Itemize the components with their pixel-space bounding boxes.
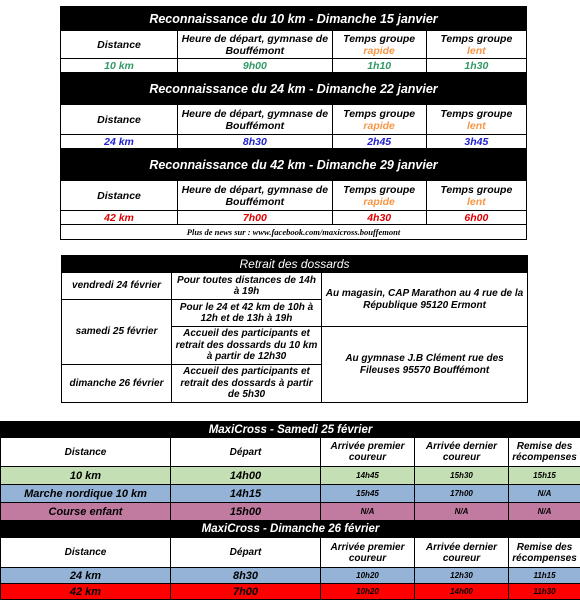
- retrait-hours: Pour le 24 et 42 km de 10h à 12h et de 13h à 19h: [172, 300, 322, 327]
- col-rapide-label: Temps groupe: [343, 108, 415, 120]
- col-depart: Heure de départ, gymnase de Bouffémont: [178, 31, 333, 59]
- row-remise: 15h15: [509, 467, 580, 485]
- col-dernier: Arrivée dernier coureur: [415, 538, 509, 568]
- col-rapide-sub: rapide: [363, 120, 395, 132]
- dimanche-title: MaxiCross - Dimanche 26 février: [1, 521, 580, 538]
- row-remise: 11h30: [509, 584, 580, 600]
- distance-value: 10 km: [61, 59, 178, 73]
- row-dernier: 14h00: [415, 584, 509, 600]
- col-depart: Heure de départ, gymnase de Bouffémont: [178, 105, 333, 135]
- retrait-place: Au gymnase J.B Clément rue des Fileuses 95570 Bouffémont: [322, 327, 528, 403]
- col-lent-sub: lent: [467, 45, 486, 57]
- samedi-title: MaxiCross - Samedi 25 février: [1, 422, 580, 438]
- retrait-hours: Accueil des participants et retrait des dossards du 10 km à partir de 12h30: [172, 327, 322, 365]
- col-distance: Distance: [1, 538, 171, 568]
- row-depart: 14h00: [171, 467, 321, 485]
- retrait-title: Retrait des dossards: [62, 256, 528, 273]
- col-rapide-sub: rapide: [363, 196, 395, 208]
- col-premier: Arrivée premier coureur: [321, 438, 415, 467]
- col-rapide-label: Temps groupe: [343, 184, 415, 196]
- col-depart: Départ: [171, 438, 321, 467]
- lent-value: 3h45: [426, 135, 526, 149]
- rapide-value: 1h10: [332, 59, 426, 73]
- lent-value: 1h30: [426, 59, 526, 73]
- row-premier: 15h45: [321, 485, 415, 503]
- news-link[interactable]: Plus de news sur : www.facebook.com/maxicross.bouffemont: [61, 225, 527, 240]
- row-premier: N/A: [321, 503, 415, 521]
- rapide-value: 4h30: [332, 211, 426, 225]
- session-title: Reconnaissance du 10 km - Dimanche 15 janvier: [61, 7, 527, 31]
- col-distance: Distance: [61, 105, 178, 135]
- reconnaissance-table: [60, 6, 527, 240]
- retrait-day: samedi 25 février: [62, 300, 172, 365]
- row-distance: 42 km: [1, 584, 171, 600]
- row-premier: 10h20: [321, 584, 415, 600]
- row-distance: 24 km: [1, 568, 171, 584]
- col-remise: Remise des récompenses: [509, 438, 580, 467]
- distance-value: 24 km: [61, 135, 178, 149]
- distance-value: 42 km: [61, 211, 178, 225]
- row-depart: 14h15: [171, 485, 321, 503]
- col-rapide-sub: rapide: [363, 45, 395, 57]
- col-depart: Heure de départ, gymnase de Bouffémont: [178, 181, 333, 211]
- row-distance: 10 km: [1, 467, 171, 485]
- col-lent-sub: lent: [467, 120, 486, 132]
- row-dernier: 17h00: [415, 485, 509, 503]
- row-dernier: 15h30: [415, 467, 509, 485]
- row-depart: 15h00: [171, 503, 321, 521]
- retrait-hours: Accueil des participants et retrait des dossards à partir de 5h30: [172, 365, 322, 403]
- col-distance: Distance: [61, 31, 178, 59]
- col-rapide: [332, 31, 426, 59]
- col-distance: Distance: [61, 181, 178, 211]
- maxicross-table: [0, 421, 580, 600]
- col-rapide: [332, 181, 426, 211]
- col-premier: Arrivée premier coureur: [321, 538, 415, 568]
- row-premier: 10h20: [321, 568, 415, 584]
- col-depart: Départ: [171, 538, 321, 568]
- col-lent-label: Temps groupe: [440, 33, 512, 45]
- col-rapide-label: Temps groupe: [343, 33, 415, 45]
- row-dernier: N/A: [415, 503, 509, 521]
- col-lent-sub: lent: [467, 196, 486, 208]
- col-dernier: Arrivée dernier coureur: [415, 438, 509, 467]
- col-remise: Remise des récompenses: [509, 538, 580, 568]
- retrait-day: vendredi 24 février: [62, 273, 172, 300]
- retrait-place: Au magasin, CAP Marathon au 4 rue de la République 95120 Ermont: [322, 273, 528, 327]
- row-depart: 8h30: [171, 568, 321, 584]
- session-title: Reconnaissance du 42 km - Dimanche 29 janvier: [61, 149, 527, 181]
- col-distance: Distance: [1, 438, 171, 467]
- col-lent: [426, 31, 526, 59]
- rapide-value: 2h45: [332, 135, 426, 149]
- row-distance: Course enfant: [1, 503, 171, 521]
- retrait-hours: Pour toutes distances de 14h à 19h: [172, 273, 322, 300]
- row-remise: N/A: [509, 485, 580, 503]
- row-dernier: 12h30: [415, 568, 509, 584]
- col-rapide: [332, 105, 426, 135]
- session-title: Reconnaissance du 24 km - Dimanche 22 janvier: [61, 73, 527, 105]
- row-distance: Marche nordique 10 km: [1, 485, 171, 503]
- row-premier: 14h45: [321, 467, 415, 485]
- row-depart: 7h00: [171, 584, 321, 600]
- col-lent: [426, 181, 526, 211]
- lent-value: 6h00: [426, 211, 526, 225]
- depart-value: 8h30: [178, 135, 333, 149]
- depart-value: 7h00: [178, 211, 333, 225]
- row-remise: N/A: [509, 503, 580, 521]
- retrait-day: dimanche 26 février: [62, 365, 172, 403]
- col-lent: [426, 105, 526, 135]
- col-lent-label: Temps groupe: [440, 108, 512, 120]
- retrait-table: [61, 255, 528, 403]
- row-remise: 11h15: [509, 568, 580, 584]
- col-lent-label: Temps groupe: [440, 184, 512, 196]
- depart-value: 9h00: [178, 59, 333, 73]
